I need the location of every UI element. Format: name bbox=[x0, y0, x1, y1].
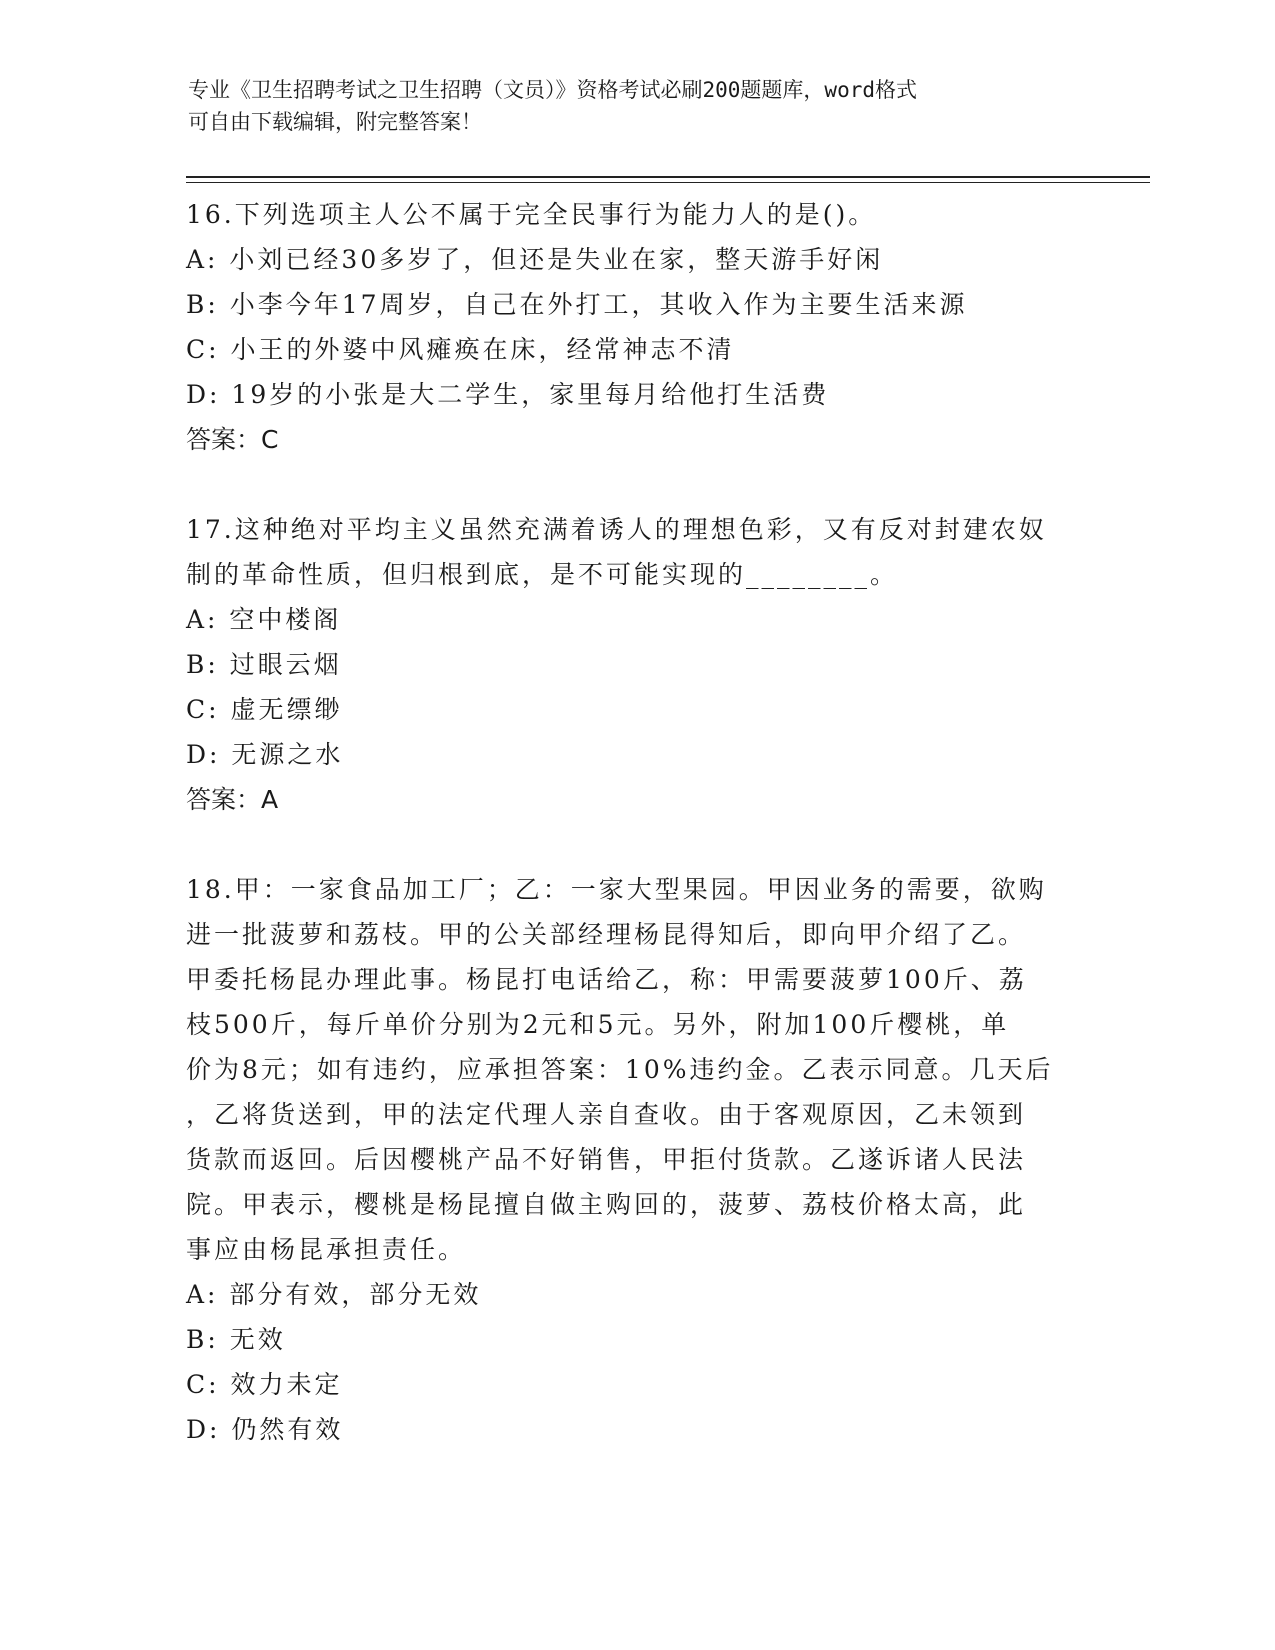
header-line-2: 可自由下载编辑，附完整答案！ bbox=[188, 110, 482, 134]
option-d: D: 无源之水 bbox=[186, 740, 344, 769]
question-stem-line: ，乙将货送到，甲的法定代理人亲自查收。由于客观原因，乙未领到 bbox=[186, 1100, 1027, 1129]
question-stem-line: 枝500斤，每斤单价分别为2元和5元。另外，附加100斤樱桃，单 bbox=[186, 1010, 1010, 1039]
question-stem-line: 院。甲表示，樱桃是杨昆擅自做主购回的，菠萝、荔枝价格太高，此 bbox=[186, 1190, 1027, 1219]
header-line-1: 专业《卫生招聘考试之卫生招聘（文员）》资格考试必刷200题题库，word格式 bbox=[188, 78, 917, 102]
question-stem-line: 价为8元；如有违约，应承担答案：10%违约金。乙表示同意。几天后 bbox=[186, 1055, 1054, 1084]
question-stem-line: 事应由杨昆承担责任。 bbox=[186, 1235, 467, 1264]
question-spacer bbox=[186, 822, 1086, 867]
question-stem-line: 进一批菠萝和荔枝。甲的公关部经理杨昆得知后，即向甲介绍了乙。 bbox=[186, 920, 1027, 949]
option-d: D: 19岁的小张是大二学生，家里每月给他打生活费 bbox=[186, 380, 830, 409]
option-a: A: 部分有效，部分无效 bbox=[186, 1280, 482, 1309]
question-stem-line: 甲委托杨昆办理此事。杨昆打电话给乙，称：甲需要菠萝100斤、荔 bbox=[186, 965, 1027, 994]
option-b: B: 小李今年17周岁，自己在外打工，其收入作为主要生活来源 bbox=[186, 290, 968, 319]
document-header bbox=[188, 74, 1068, 138]
header-divider-thin bbox=[186, 182, 1150, 183]
question-18 bbox=[186, 867, 1086, 1452]
question-16 bbox=[186, 192, 1086, 462]
answer-line: 答案：C bbox=[186, 425, 279, 454]
question-17 bbox=[186, 507, 1086, 822]
question-stem-line: 16.下列选项主人公不属于完全民事行为能力人的是()。 bbox=[186, 200, 877, 229]
option-c: C: 效力未定 bbox=[186, 1370, 343, 1399]
option-c: C: 小王的外婆中风瘫痪在床，经常神志不清 bbox=[186, 335, 735, 364]
question-list bbox=[186, 192, 1086, 1452]
option-a: A: 空中楼阁 bbox=[186, 605, 342, 634]
option-b: B: 过眼云烟 bbox=[186, 650, 342, 679]
question-stem-line: 制的革命性质，但归根到底，是不可能实现的________。 bbox=[186, 560, 899, 589]
option-c: C: 虚无缥缈 bbox=[186, 695, 343, 724]
question-stem-line: 货款而返回。后因樱桃产品不好销售，甲拒付货款。乙遂诉诸人民法 bbox=[186, 1145, 1027, 1174]
option-a: A: 小刘已经30多岁了，但还是失业在家，整天游手好闲 bbox=[186, 245, 884, 274]
answer-line: 答案：A bbox=[186, 785, 279, 814]
question-stem-line: 17.这种绝对平均主义虽然充满着诱人的理想色彩，又有反对封建农奴 bbox=[186, 515, 1047, 544]
header-divider-thick bbox=[186, 176, 1150, 178]
question-spacer bbox=[186, 462, 1086, 507]
option-b: B: 无效 bbox=[186, 1325, 286, 1354]
option-d: D: 仍然有效 bbox=[186, 1415, 344, 1444]
question-stem-line: 18.甲：一家食品加工厂；乙：一家大型果园。甲因业务的需要，欲购 bbox=[186, 875, 1047, 904]
